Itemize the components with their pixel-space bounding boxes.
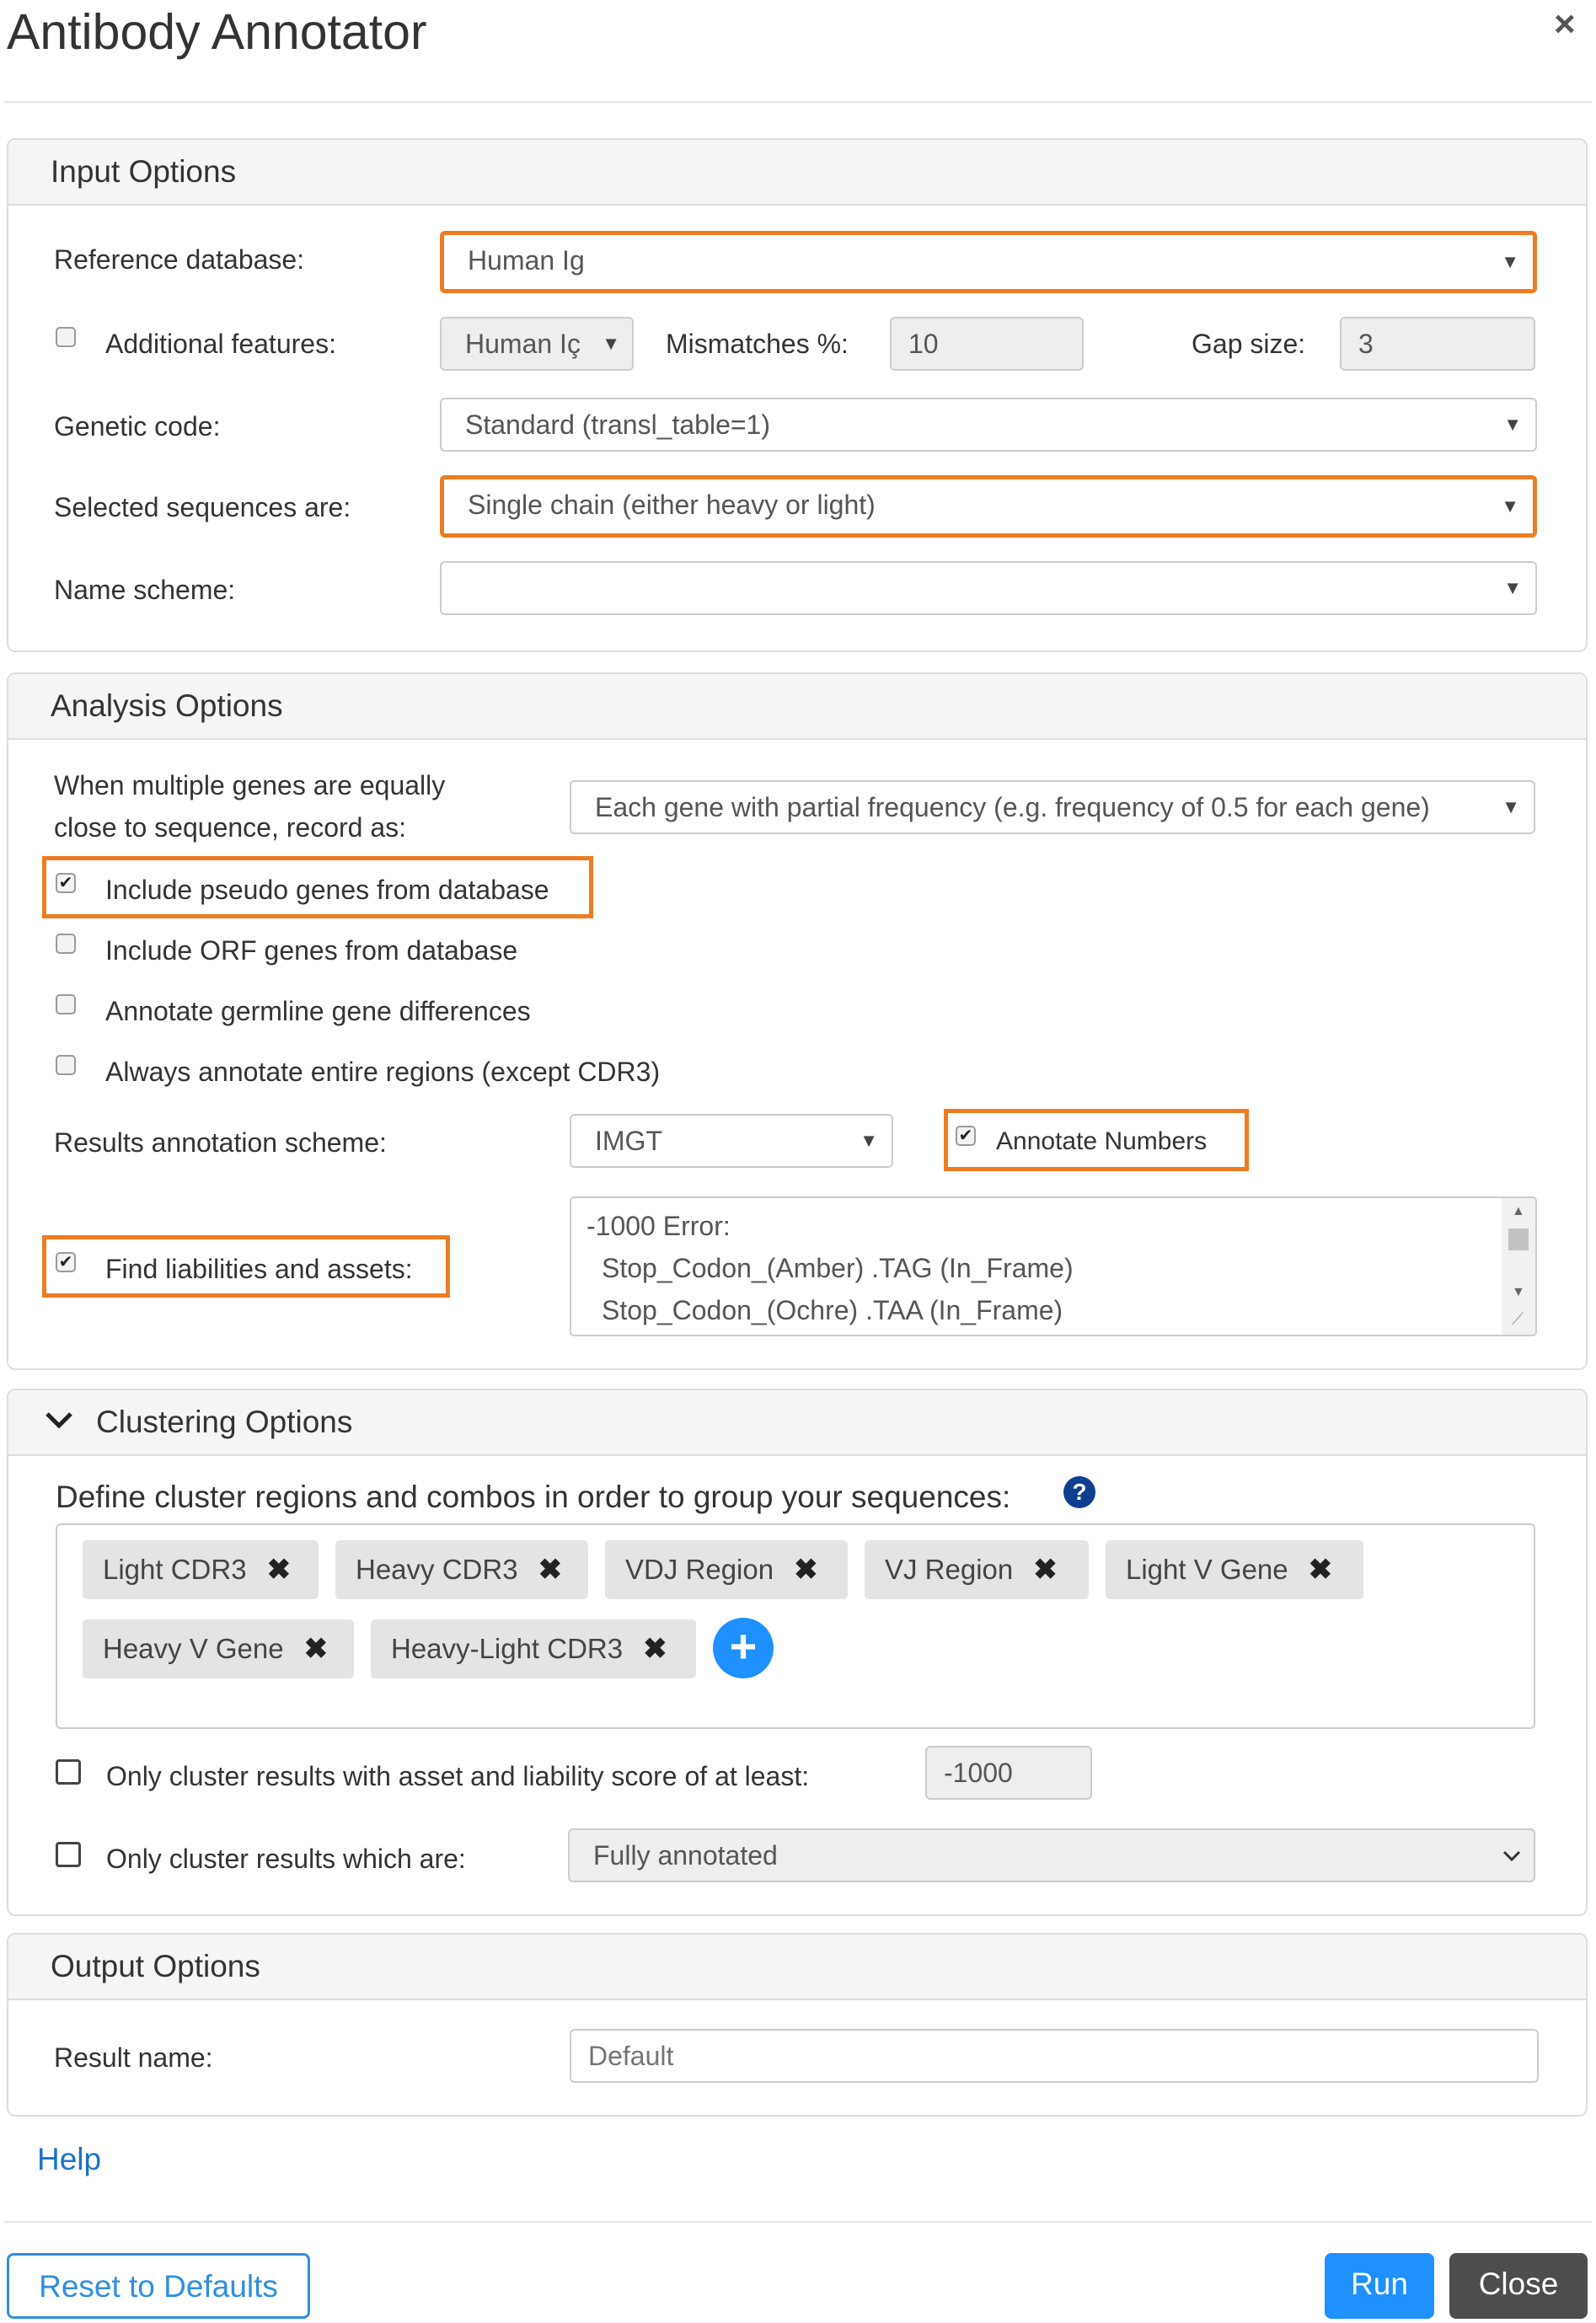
- chevron-down-icon: ▼: [1503, 414, 1522, 435]
- analysis-options-header: Analysis Options: [8, 674, 1586, 740]
- tag-label: Light CDR3: [103, 1554, 247, 1585]
- run-button[interactable]: Run: [1325, 2253, 1434, 2319]
- which-filter-label: Only cluster results which are:: [106, 1844, 466, 1874]
- results-scheme-select[interactable]: [570, 1114, 893, 1168]
- tag-light-v-gene[interactable]: [1106, 1540, 1363, 1599]
- liabilities-checkbox[interactable]: ✔: [56, 1252, 76, 1272]
- genetic-code-label: Genetic code:: [54, 411, 221, 442]
- title-divider: [4, 101, 1592, 103]
- additional-features-checkbox[interactable]: [56, 327, 76, 347]
- tag-label: Light V Gene: [1126, 1554, 1288, 1585]
- remove-icon[interactable]: ✖: [1308, 1554, 1333, 1586]
- close-icon[interactable]: ×: [1554, 3, 1576, 45]
- tag-vj-region[interactable]: [865, 1540, 1089, 1599]
- chevron-down-icon[interactable]: [44, 1409, 74, 1432]
- remove-icon[interactable]: ✖: [303, 1633, 329, 1665]
- name-scheme-label: Name scheme:: [54, 575, 236, 605]
- scroll-up-icon[interactable]: ▲: [1512, 1204, 1525, 1218]
- which-filter-checkbox[interactable]: [56, 1842, 81, 1867]
- remove-icon[interactable]: ✖: [794, 1554, 818, 1586]
- orf-genes-checkbox[interactable]: [56, 934, 76, 954]
- scrollbar[interactable]: [1502, 1198, 1535, 1335]
- scrollbar-thumb[interactable]: [1508, 1228, 1529, 1250]
- tag-heavy-light-cdr3[interactable]: [371, 1619, 696, 1678]
- tag-label: VDJ Region: [625, 1554, 774, 1585]
- liabilities-textarea[interactable]: [570, 1196, 1537, 1336]
- genetic-code-select[interactable]: [440, 398, 1537, 452]
- selected-sequences-value: Single chain (either heavy or light): [468, 490, 876, 520]
- tag-vdj-region[interactable]: [605, 1540, 848, 1599]
- remove-icon[interactable]: ✖: [266, 1554, 292, 1586]
- chevron-down-icon: ▼: [602, 333, 620, 354]
- name-scheme-select[interactable]: [440, 561, 1537, 615]
- help-link[interactable]: Help: [37, 2142, 102, 2176]
- chevron-down-icon: ▼: [860, 1130, 878, 1151]
- chevron-down-icon: ▼: [1502, 796, 1520, 817]
- which-filter-value: Fully annotated: [593, 1840, 778, 1871]
- mismatches-label: Mismatches %:: [666, 329, 849, 359]
- orf-genes-label: Include ORF genes from database: [105, 935, 518, 966]
- chevron-down-icon: [1502, 1849, 1522, 1864]
- annotate-numbers-checkbox[interactable]: ✔: [956, 1126, 976, 1146]
- chevron-down-icon: ▼: [1501, 495, 1519, 517]
- tag-heavy-v-gene[interactable]: [83, 1619, 354, 1678]
- tag-label: Heavy CDR3: [356, 1554, 518, 1585]
- results-scheme-label: Results annotation scheme:: [54, 1127, 387, 1158]
- reference-database-select[interactable]: [440, 231, 1537, 293]
- multiple-genes-label-line1: When multiple genes are equally: [54, 770, 446, 800]
- liabilities-line: -1000 Error:: [586, 1211, 731, 1241]
- output-options-panel: [7, 1933, 1588, 2117]
- results-scheme-value: IMGT: [595, 1126, 662, 1156]
- entire-regions-checkbox[interactable]: [56, 1055, 76, 1075]
- input-options-header: Input Options: [8, 140, 1586, 206]
- remove-icon[interactable]: ✖: [538, 1554, 563, 1586]
- tag-light-cdr3[interactable]: [83, 1540, 319, 1599]
- dialog-title: Antibody Annotator: [7, 4, 427, 60]
- mismatches-input[interactable]: 10: [890, 317, 1084, 371]
- add-cluster-button[interactable]: +: [713, 1618, 774, 1678]
- chevron-down-icon: ▼: [1503, 577, 1522, 598]
- tag-heavy-cdr3[interactable]: [335, 1540, 588, 1599]
- cluster-define-label: Define cluster regions and combos in order to group your sequences:: [56, 1480, 1011, 1514]
- score-filter-label: Only cluster results with asset and liability score of at least:: [106, 1761, 810, 1791]
- clustering-options-title: Clustering Options: [96, 1405, 353, 1439]
- gap-size-input[interactable]: 3: [1340, 317, 1535, 371]
- reset-defaults-button[interactable]: Reset to Defaults: [7, 2253, 310, 2319]
- reference-database-label: Reference database:: [54, 244, 305, 275]
- output-options-header: Output Options: [8, 1935, 1586, 2000]
- remove-icon[interactable]: ✖: [1033, 1554, 1058, 1586]
- entire-regions-label: Always annotate entire regions (except CDR3): [105, 1057, 661, 1087]
- liabilities-label: Find liabilities and assets:: [105, 1254, 413, 1284]
- score-filter-checkbox[interactable]: [56, 1759, 81, 1785]
- annotate-numbers-label: Annotate Numbers: [996, 1127, 1208, 1155]
- tag-label: Heavy V Gene: [103, 1633, 284, 1664]
- pseudo-genes-label: Include pseudo genes from database: [105, 875, 549, 905]
- chevron-down-icon: ▼: [1501, 251, 1519, 272]
- liabilities-line: Stop_Codon_(Amber) .TAG (In_Frame): [602, 1253, 1074, 1283]
- score-filter-input[interactable]: -1000: [925, 1746, 1092, 1800]
- additional-features-label: Additional features:: [105, 329, 336, 359]
- tag-label: Heavy-Light CDR3: [391, 1633, 624, 1664]
- selected-sequences-label: Selected sequences are:: [54, 492, 351, 522]
- multiple-genes-select[interactable]: [570, 780, 1535, 834]
- pseudo-genes-checkbox[interactable]: ✔: [56, 873, 76, 893]
- selected-sequences-select[interactable]: [440, 475, 1537, 538]
- germline-diff-label: Annotate germline gene differences: [105, 996, 531, 1026]
- multiple-genes-value: Each gene with partial frequency (e.g. frequency of 0.5 for each gene): [595, 792, 1430, 822]
- close-button[interactable]: Close: [1449, 2253, 1588, 2319]
- clustering-options-header[interactable]: [8, 1390, 1586, 1456]
- reference-database-value: Human Ig: [468, 245, 585, 276]
- remove-icon[interactable]: ✖: [643, 1633, 667, 1665]
- gap-size-label: Gap size:: [1192, 329, 1306, 359]
- tag-label: VJ Region: [885, 1554, 1014, 1585]
- footer-divider: [4, 2221, 1592, 2223]
- multiple-genes-label-line2: close to sequence, record as:: [54, 812, 407, 843]
- additional-features-value: Human Iç: [465, 329, 581, 359]
- help-circle-icon[interactable]: ?: [1063, 1476, 1095, 1508]
- scroll-down-icon[interactable]: ▼: [1512, 1285, 1525, 1299]
- liabilities-line: Stop_Codon_(Ochre) .TAA (In_Frame): [602, 1295, 1063, 1325]
- result-name-input[interactable]: [570, 2029, 1539, 2083]
- germline-diff-checkbox[interactable]: [56, 994, 76, 1014]
- which-filter-select[interactable]: [568, 1828, 1535, 1882]
- resize-handle-icon[interactable]: ⟋: [1512, 1310, 1524, 1329]
- result-name-label: Result name:: [54, 2042, 213, 2073]
- additional-features-select[interactable]: [440, 317, 634, 371]
- genetic-code-value: Standard (transl_table=1): [465, 409, 770, 440]
